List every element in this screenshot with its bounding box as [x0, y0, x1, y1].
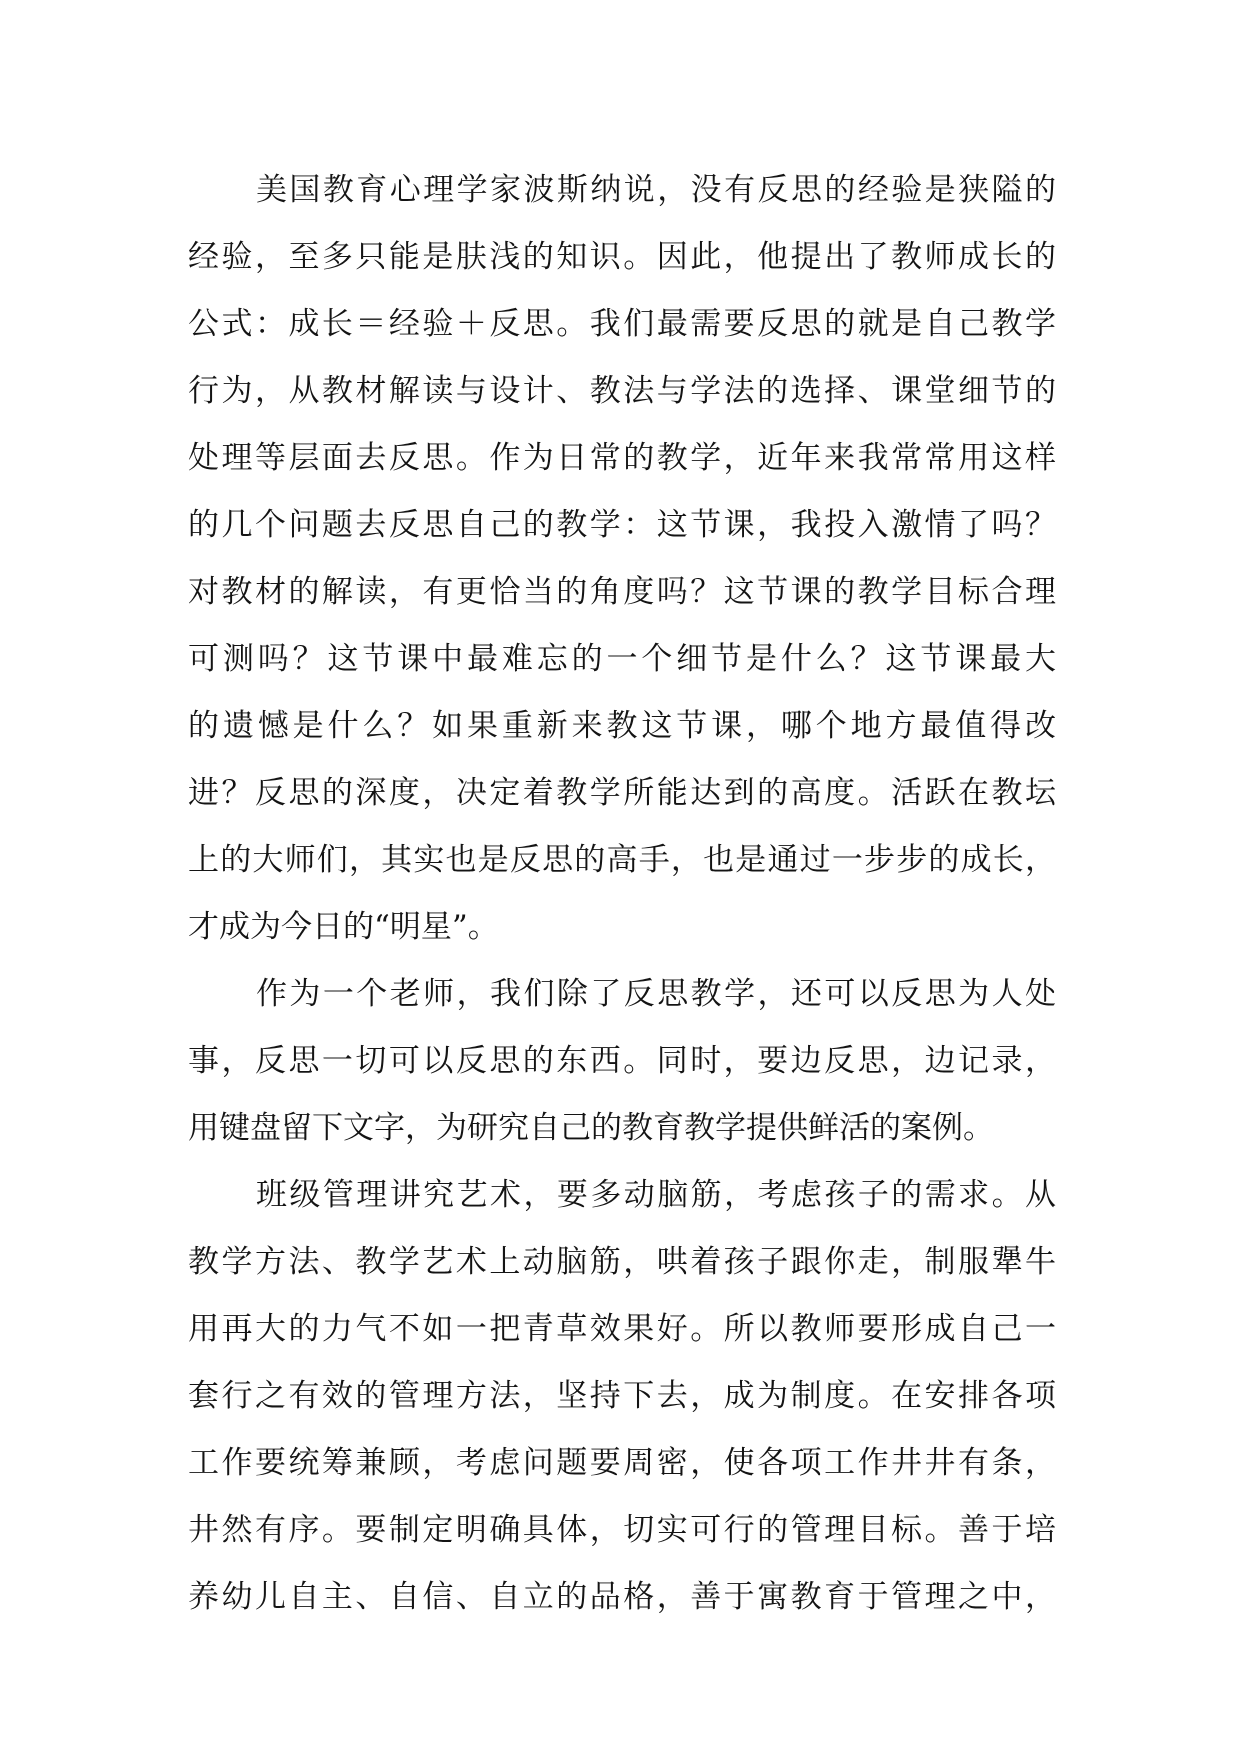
text-line: 班级管理讲究艺术，要多动脑筋，考虑孩子的需求。从	[256, 1177, 1056, 1213]
text-line: 处理等层面去反思。作为日常的教学，近年来我常常用这样	[188, 440, 1056, 476]
text-line: 的几个问题去反思自己的教学：这节课，我投入激情了吗？	[188, 507, 1056, 543]
text-line: 事，反思一切可以反思的东西。同时，要边反思，边记录，	[188, 1043, 1056, 1079]
text-line: 经验，至多只能是肤浅的知识。因此，他提出了教师成长的	[188, 239, 1056, 275]
document-body	[188, 157, 1056, 1631]
text-line: 美国教育心理学家波斯纳说，没有反思的经验是狭隘的	[256, 172, 1056, 208]
text-line: 的遗憾是什么？如果重新来教这节课，哪个地方最值得改	[188, 708, 1056, 744]
text-line: 井然有序。要制定明确具体，切实可行的管理目标。善于培	[188, 1512, 1056, 1548]
text-line: 公式：成长＝经验＋反思。我们最需要反思的就是自己教学	[188, 306, 1056, 342]
paragraph-1	[188, 157, 1056, 961]
text-line: 套行之有效的管理方法，坚持下去，成为制度。在安排各项	[188, 1378, 1056, 1414]
text-line: 用再大的力气不如一把青草效果好。所以教师要形成自己一	[188, 1311, 1056, 1347]
text-line: 养幼儿自主、自信、自立的品格，善于寓教育于管理之中，	[188, 1579, 1056, 1615]
text-line: 进？反思的深度，决定着教学所能达到的高度。活跃在教坛	[188, 775, 1056, 811]
text-line: 可测吗？这节课中最难忘的一个细节是什么？这节课最大	[188, 641, 1056, 677]
text-line: 行为，从教材解读与设计、教法与学法的选择、课堂细节的	[188, 373, 1056, 409]
text-line: 对教材的解读，有更恰当的角度吗？这节课的教学目标合理	[188, 574, 1056, 610]
text-line: 教学方法、教学艺术上动脑筋，哄着孩子跟你走，制服犟牛	[188, 1244, 1056, 1280]
text-line: 作为一个老师，我们除了反思教学，还可以反思为人处	[256, 976, 1056, 1012]
paragraph-2	[188, 961, 1056, 1162]
text-line: 才成为今日的“明星”。	[188, 909, 499, 945]
paragraph-3	[188, 1162, 1056, 1631]
text-line: 工作要统筹兼顾，考虑问题要周密，使各项工作井井有条，	[188, 1445, 1056, 1481]
text-line: 用键盘留下文字，为研究自己的教育教学提供鲜活的案例。	[188, 1110, 994, 1146]
text-line: 上的大师们，其实也是反思的高手，也是通过一步步的成长，	[188, 842, 1056, 878]
